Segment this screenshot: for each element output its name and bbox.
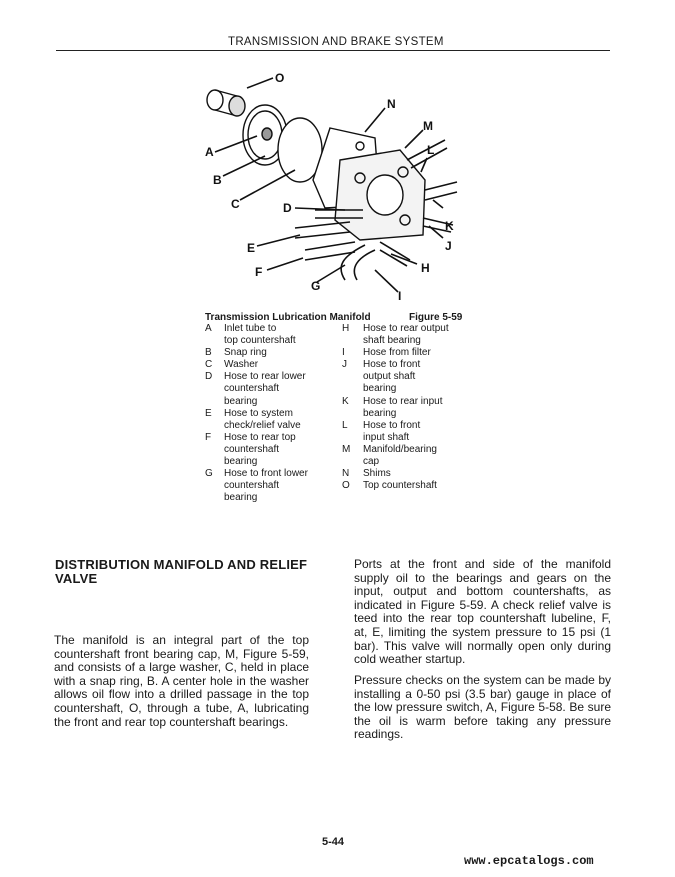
legend-key: B [205, 347, 212, 359]
snap-ring-washer [243, 105, 322, 182]
legend-key: D [205, 371, 213, 383]
legend-desc: Hose to rear top countershaft bearing [224, 431, 296, 468]
legend-item [205, 323, 308, 347]
legend-desc: Hose to front input shaft [363, 419, 421, 443]
legend-key: E [205, 407, 212, 419]
page-header-title: TRANSMISSION AND BRAKE SYSTEM [228, 36, 444, 48]
countershaft-tube [207, 90, 245, 116]
callout-D: D [283, 201, 292, 215]
callout-M: M [423, 119, 433, 133]
callout-J: J [445, 239, 452, 253]
legend-desc: Snap ring [224, 347, 267, 359]
legend-desc: Manifold/bearing cap [363, 443, 437, 468]
legend-key: I [342, 347, 345, 359]
legend-key: L [342, 419, 348, 431]
legend-desc: Top countershaft [363, 480, 437, 492]
legend-key: C [205, 359, 213, 371]
manifold-body [335, 150, 425, 240]
legend-key: A [205, 323, 212, 334]
legend-item [205, 371, 308, 407]
legend-left [205, 323, 308, 504]
legend-key: H [342, 323, 350, 334]
legend-key: M [342, 443, 351, 455]
website-watermark: www.epcatalogs.com [464, 854, 594, 868]
page-number: 5-44 [322, 836, 345, 848]
callout-O: O [275, 71, 285, 85]
legend-desc: Shims [363, 468, 391, 480]
callout-K: K [445, 219, 454, 233]
legend-desc: Hose to rear lower countershaft bearing [224, 371, 306, 407]
legend-item [342, 468, 449, 480]
legend-desc: Hose to rear output shaft bearing [363, 323, 449, 347]
legend-right [342, 323, 449, 492]
callout-C: C [231, 197, 240, 211]
callout-F: F [255, 265, 263, 279]
paragraph-ports: Ports at the front and side of the manifold supply oil to the bearings and gears on the input, output and bottom countershafts, as indicated in Figure 5-59. A check relief valve is teed into the rear top countershaft lubeline, F, at, E, limiting the system pressure to 15 psi (1 bar). This valve will normally open only during cold weather startup. [354, 557, 611, 667]
paragraph-pressure-checks: Pressure checks on the system can be made by installing a 0-50 psi (3.5 bar) gauge in place of the low pressure switch, A, Figure 5-58. Be sure the oil is warm before taking any pressure readings. [354, 673, 611, 742]
legend-key: J [342, 359, 347, 371]
legend-item [205, 347, 308, 359]
callout-G: G [311, 279, 321, 293]
callout-N: N [387, 97, 396, 111]
legend-item [342, 347, 449, 359]
header-rule [56, 50, 610, 51]
legend-key: G [205, 468, 213, 480]
section-heading: DISTRIBUTION MANIFOLD AND RELIEF VALVE [55, 557, 308, 586]
legend-item [342, 323, 449, 347]
legend-item [205, 359, 308, 371]
callout-H: H [421, 261, 430, 275]
legend-item [342, 480, 449, 492]
legend-item [342, 359, 449, 395]
legend-key: N [342, 468, 350, 480]
callout-L: L [427, 143, 435, 157]
figure-number: Figure 5-59 [409, 312, 463, 323]
legend-desc: Inlet tube to top countershaft [224, 323, 296, 347]
manifold-diagram [195, 60, 475, 305]
legend-desc: Hose to rear input bearing [363, 395, 443, 419]
legend-item [205, 408, 308, 432]
legend-item [342, 396, 449, 420]
callout-B: B [213, 173, 222, 187]
legend-desc: Hose to front output shaft bearing [363, 359, 421, 395]
callout-A: A [205, 145, 214, 159]
legend-key: K [342, 395, 349, 407]
legend-desc: Hose to system check/relief valve [224, 407, 301, 431]
legend-desc: Hose to front lower countershaft bearing [224, 468, 308, 504]
callout-E: E [247, 241, 256, 255]
legend-key: F [205, 431, 212, 443]
legend-item [205, 432, 308, 468]
callout-I: I [398, 289, 402, 303]
legend-desc: Washer [224, 359, 259, 371]
legend-desc: Hose from filter [363, 347, 431, 359]
legend-item [342, 444, 449, 468]
legend-item [205, 468, 308, 504]
legend-item [342, 420, 449, 444]
legend-key: O [342, 480, 350, 492]
paragraph-manifold: The manifold is an integral part of the top countershaft front bearing cap, M, Figure 5-59, and consists of a large washer, C, held in place with a snap ring, B. A center hole in the washer allows oil flow into a drilled passage in the top countershaft, O, through a tube, A, lubricating the front and rear top countershaft bearings. [54, 633, 309, 729]
figure-caption-title: Transmission Lubrication Manifold [205, 312, 371, 323]
